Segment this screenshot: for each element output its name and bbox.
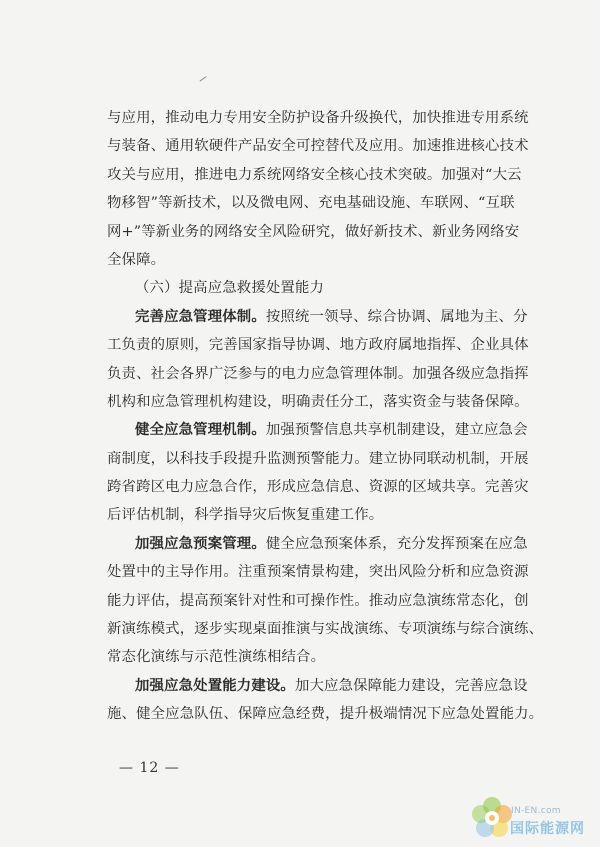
text-line: 新演练模式，逐步实现桌面推演与实战演练、专项演练与综合演练、	[107, 621, 544, 638]
text-line: 机构和应急管理机构建设，明确责任分工，落实资金与装备保障。	[107, 393, 529, 410]
text-line: 工负责的原则，完善国家指导协调、地方政府属地指挥、企业具体	[107, 337, 529, 354]
paragraph-first-line	[107, 303, 527, 331]
section-heading: （六）提高应急救援处置能力	[135, 280, 325, 297]
watermark-cn: 国际能源网	[510, 821, 585, 837]
text-line: 跨省跨区电力应急合作，形成应急信息、资源的区域共享。完善灾	[107, 479, 529, 496]
logo-center-dot	[489, 815, 495, 821]
text-line: 商制度，以科技手段提升监测预警能力。建立协同联动机制，开展	[107, 450, 529, 467]
paragraph-first-line	[107, 672, 527, 700]
text-line: 与装备、通用软硬件产品安全可控替代及应用。加速推进核心技术	[107, 138, 529, 155]
paragraph-first-line	[107, 530, 527, 558]
scan-mark	[200, 76, 209, 84]
text-line: 攻关与应用，推进电力系统网络安全核心技术突破。加强对“大云	[107, 166, 522, 183]
paragraph-lead: 完善应急管理体制。	[135, 307, 266, 325]
text-line: 物移智”等新技术，以及微电网、充电基础设施、车联网、“互联	[107, 195, 515, 212]
paragraph-text: 加大应急保障能力建设，完善应急设	[294, 677, 528, 694]
text-line: 能力评估，提高预案针对性和可操作性。推动应急演练常态化，创	[107, 592, 529, 609]
text-line: 施、健全应急队伍、保障应急经费，提升极端情况下应急处置能力。	[107, 706, 544, 723]
text-line: 与应用，推动电力专用安全防护设备升级换代，加快推进专用系统	[107, 110, 529, 126]
body-text	[107, 104, 544, 729]
paragraph-lead: 加强应急预案管理。	[135, 534, 266, 552]
paragraph-first-line	[107, 416, 527, 444]
text-line: 负责、社会各界广泛参与的电力应急管理体制。加强各级应急指挥	[107, 365, 529, 382]
text-line: 常态化演练与示范性演练相结合。	[107, 649, 326, 666]
page-number: — 12 —	[119, 760, 180, 776]
paragraph-text: 健全应急预案体系，充分发挥预案在应急	[265, 535, 528, 552]
paragraph-lead: 健全应急管理机制。	[135, 421, 266, 439]
text-line: 全保障。	[107, 251, 166, 268]
watermark-en: IN-EN.com	[511, 806, 561, 816]
paragraph-text: 按照统一领导、综合协调、属地为主、分	[265, 308, 528, 325]
text-line: 后评估机制，科学指导灾后恢复重建工作。	[107, 507, 384, 524]
text-line: 网+”等新业务的网络安全风险研究，做好新技术、新业务网络安	[107, 223, 520, 240]
text-line: 处置中的主导作用。注重预案情景构建，突出风险分析和应急资源	[107, 564, 529, 581]
paragraph-lead: 加强应急处置能力建设。	[135, 676, 295, 694]
paragraph-text: 加强预警信息共享机制建设，建立应急会	[265, 422, 528, 439]
